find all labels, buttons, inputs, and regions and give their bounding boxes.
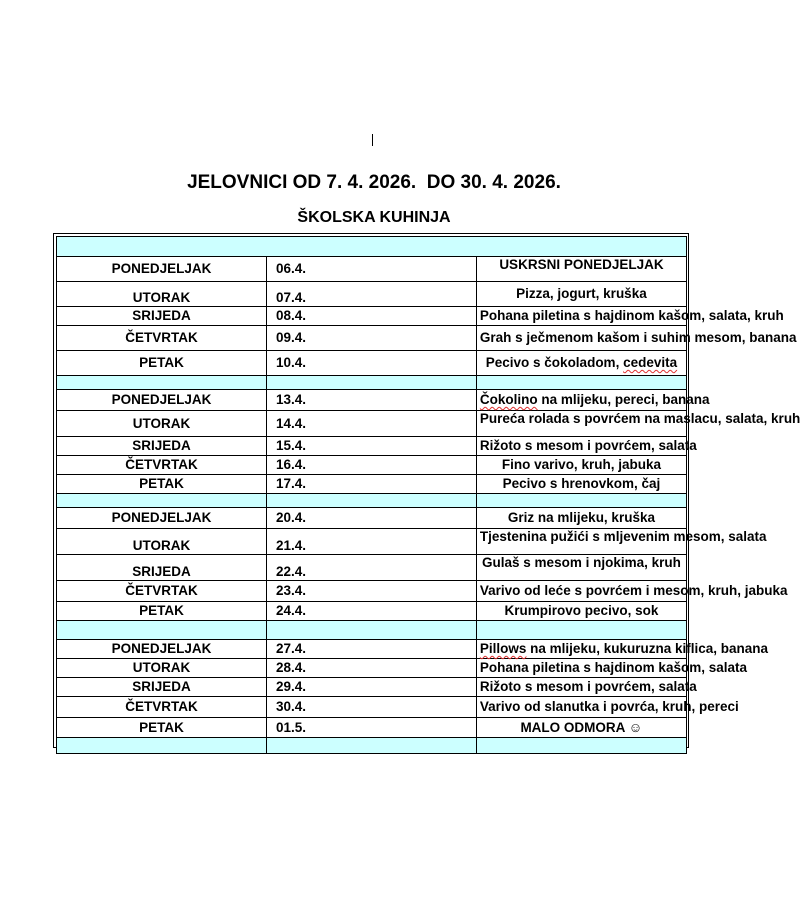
date-cell: 15.4. xyxy=(266,437,476,456)
meal-cell: Varivo od leće s povrćem i mesom, kruh, jabuka xyxy=(476,581,686,602)
day-cell: SRIJEDA xyxy=(57,437,267,456)
table-row xyxy=(57,508,687,529)
date-cell: 29.4. xyxy=(266,678,476,697)
meal-cell: Krumpirovo pecivo, sok xyxy=(476,602,686,621)
day-cell: UTORAK xyxy=(57,411,267,437)
week-separator xyxy=(57,621,687,640)
table-row xyxy=(57,697,687,718)
text-cursor xyxy=(372,134,373,146)
day-cell: PONEDJELJAK xyxy=(57,508,267,529)
table-row xyxy=(57,529,687,555)
meal-cell: Pecivo s hrenovkom, čaj xyxy=(476,475,686,494)
day-cell: PETAK xyxy=(57,351,267,376)
table-row xyxy=(57,718,687,738)
day-cell: ČETVRTAK xyxy=(57,581,267,602)
date-cell: 20.4. xyxy=(266,508,476,529)
meal-cell: Varivo od slanutka i povrća, kruh, pereci xyxy=(476,697,686,718)
date-cell: 21.4. xyxy=(266,529,476,555)
date-cell: 13.4. xyxy=(266,390,476,411)
table-row xyxy=(57,307,687,326)
date-cell: 22.4. xyxy=(266,555,476,581)
meal-cell: Pureća rolada s povrćem na maslacu, salata, kruh xyxy=(476,411,686,437)
date-cell: 28.4. xyxy=(266,659,476,678)
table-row xyxy=(57,437,687,456)
day-cell: SRIJEDA xyxy=(57,555,267,581)
day-cell: UTORAK xyxy=(57,659,267,678)
date-cell: 30.4. xyxy=(266,697,476,718)
date-cell: 07.4. xyxy=(266,282,476,307)
date-cell: 27.4. xyxy=(266,640,476,659)
table-row xyxy=(57,351,687,376)
page-title: JELOVNICI OD 7. 4. 2026. DO 30. 4. 2026. xyxy=(187,172,561,193)
day-cell: UTORAK xyxy=(57,529,267,555)
meal-cell: MALO ODMORA ☺ xyxy=(476,718,686,738)
week-separator xyxy=(57,494,687,508)
table-row xyxy=(57,282,687,307)
spellcheck-word: cedevita xyxy=(623,355,678,370)
table-row xyxy=(57,555,687,581)
meal-cell: Rižoto s mesom i povrćem, salata xyxy=(476,437,686,456)
date-cell: 24.4. xyxy=(266,602,476,621)
week-separator xyxy=(57,237,687,257)
table-row xyxy=(57,257,687,282)
page-subtitle: ŠKOLSKA KUHINJA xyxy=(297,209,451,226)
meal-cell: Rižoto s mesom i povrćem, salata xyxy=(476,678,686,697)
table-row xyxy=(57,659,687,678)
meal-cell: Pillows na mlijeku, kukuruzna kiflica, banana xyxy=(476,640,686,659)
day-cell: UTORAK xyxy=(57,282,267,307)
date-cell: 14.4. xyxy=(266,411,476,437)
day-cell: PETAK xyxy=(57,718,267,738)
day-cell: PONEDJELJAK xyxy=(57,257,267,282)
spellcheck-word: Čokolino xyxy=(479,392,538,407)
day-cell: ČETVRTAK xyxy=(57,456,267,475)
meal-cell: Griz na mlijeku, kruška xyxy=(476,508,686,529)
day-cell: PONEDJELJAK xyxy=(57,390,267,411)
meal-cell: Pohana piletina s hajdinom kašom, salata xyxy=(476,659,686,678)
week-separator xyxy=(57,738,687,754)
meal-cell: Tjestenina pužići s mljevenim mesom, salata xyxy=(476,529,686,555)
table-row xyxy=(57,475,687,494)
table-row xyxy=(57,581,687,602)
meal-cell: Pohana piletina s hajdinom kašom, salata, kruh xyxy=(476,307,686,326)
day-cell: ČETVRTAK xyxy=(57,326,267,351)
meal-cell: Gulaš s mesom i njokima, kruh xyxy=(476,555,686,581)
day-cell: PETAK xyxy=(57,475,267,494)
table-row xyxy=(57,640,687,659)
day-cell: ČETVRTAK xyxy=(57,697,267,718)
meal-cell: Pizza, jogurt, kruška xyxy=(476,282,686,307)
date-cell: 10.4. xyxy=(266,351,476,376)
meal-cell: Pecivo s čokoladom, cedevita xyxy=(476,351,686,376)
week-separator xyxy=(57,376,687,390)
date-cell: 16.4. xyxy=(266,456,476,475)
day-cell: SRIJEDA xyxy=(57,307,267,326)
meal-cell: Čokolino na mlijeku, pereci, banana xyxy=(476,390,686,411)
meal-cell: Grah s ječmenom kašom i suhim mesom, banana xyxy=(476,326,686,351)
spellcheck-word: Pillows xyxy=(479,641,527,656)
date-cell: 08.4. xyxy=(266,307,476,326)
date-cell: 09.4. xyxy=(266,326,476,351)
meal-cell: Fino varivo, kruh, jabuka xyxy=(476,456,686,475)
menu-table xyxy=(56,236,800,754)
date-cell: 23.4. xyxy=(266,581,476,602)
table-row xyxy=(57,326,687,351)
date-cell: 01.5. xyxy=(266,718,476,738)
table-row xyxy=(57,411,687,437)
meal-cell: USKRSNI PONEDJELJAK xyxy=(476,257,686,282)
day-cell: SRIJEDA xyxy=(57,678,267,697)
day-cell: PETAK xyxy=(57,602,267,621)
day-cell: PONEDJELJAK xyxy=(57,640,267,659)
date-cell: 06.4. xyxy=(266,257,476,282)
table-row xyxy=(57,602,687,621)
table-row xyxy=(57,456,687,475)
table-row xyxy=(57,390,687,411)
table-row xyxy=(57,678,687,697)
date-cell: 17.4. xyxy=(266,475,476,494)
